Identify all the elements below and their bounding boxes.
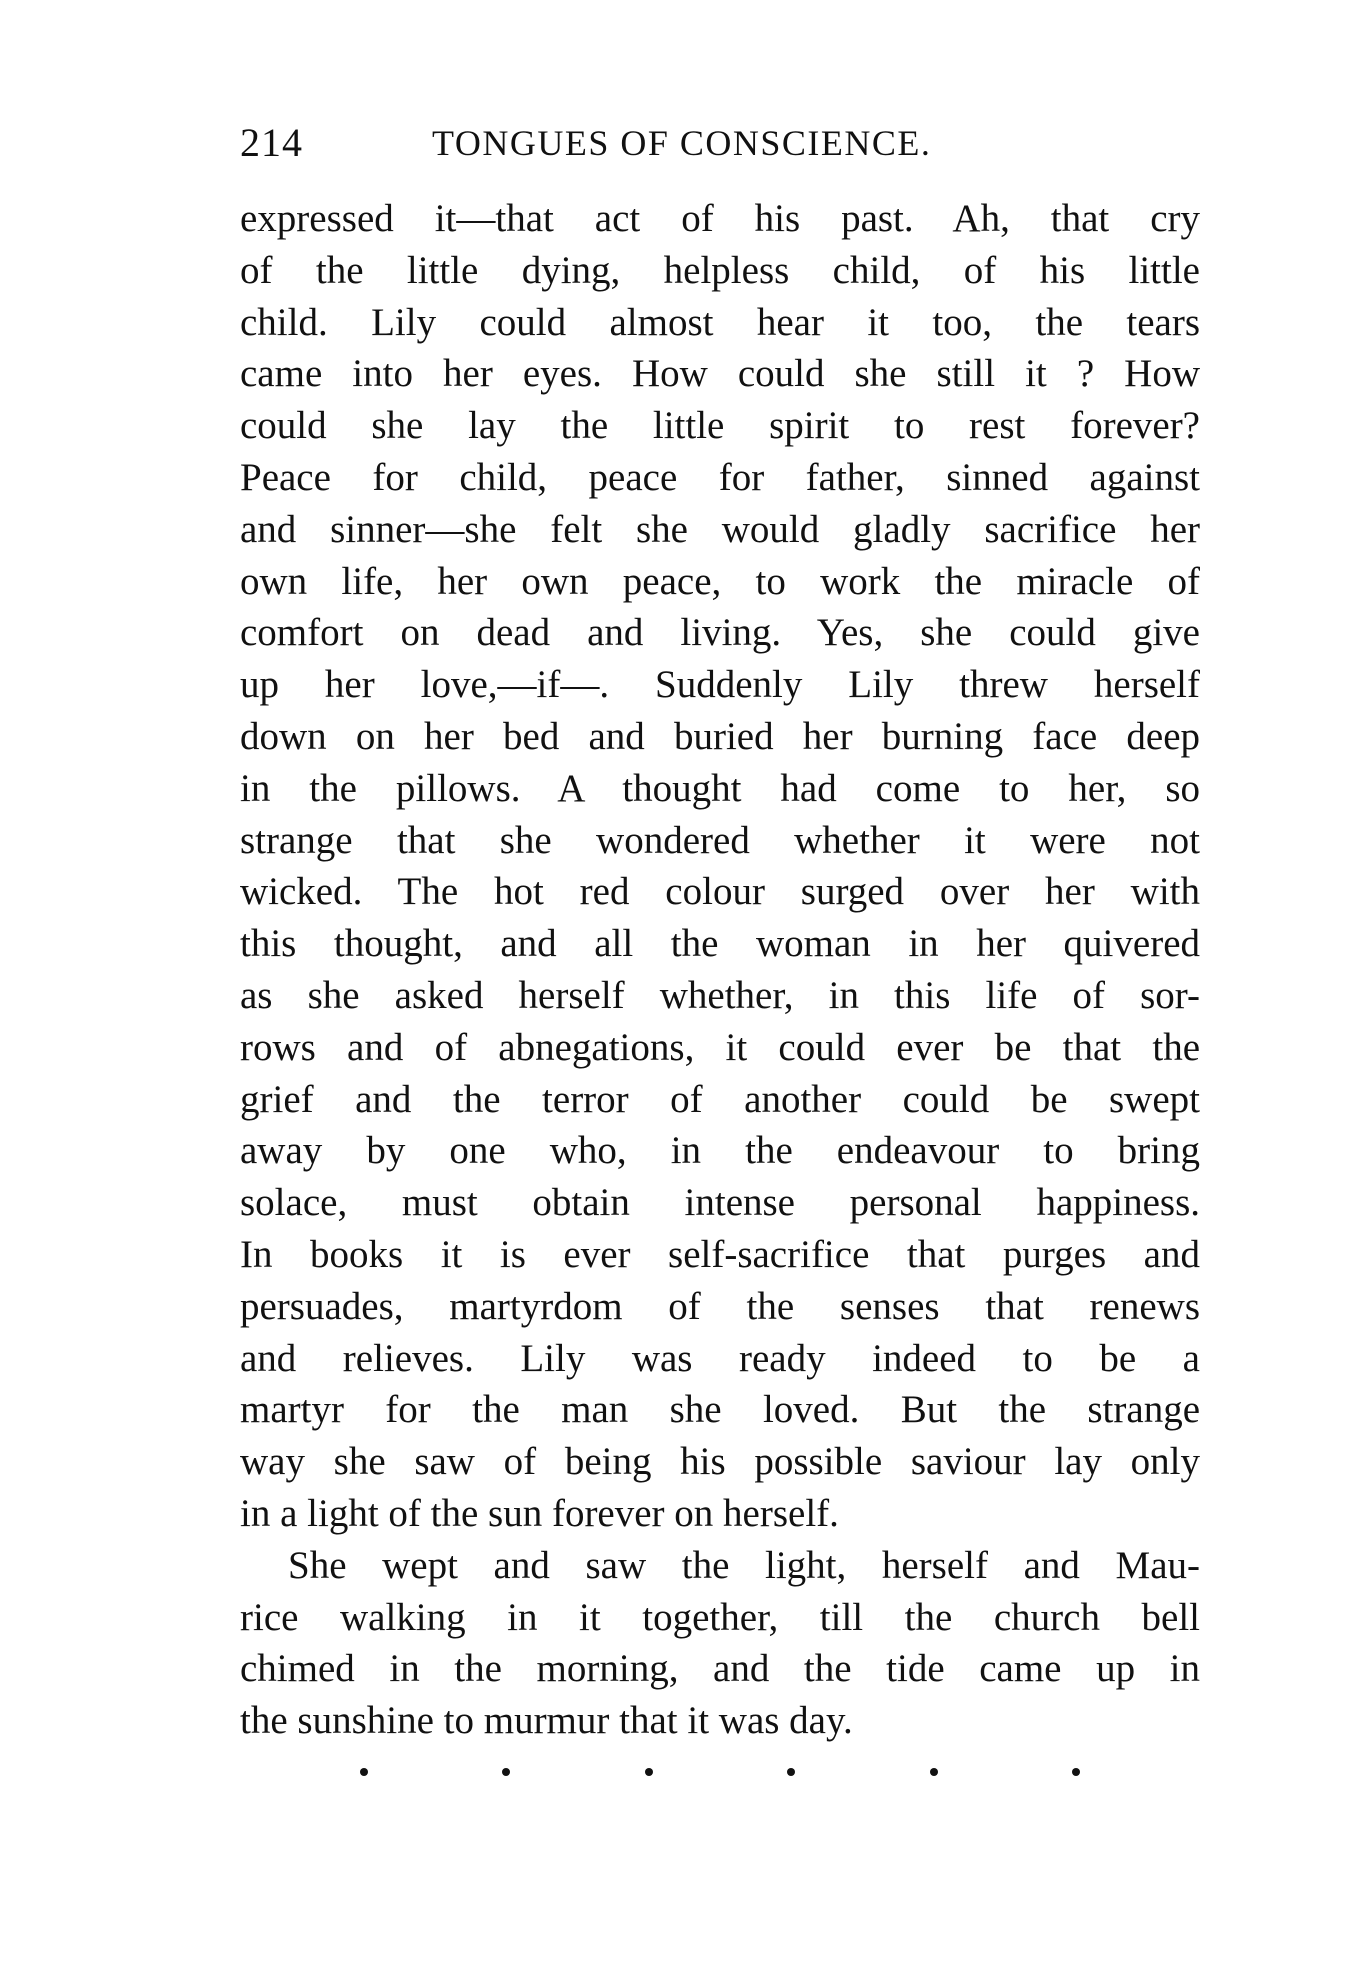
- text-line: in the pillows. A thought had come to her, so: [240, 766, 1200, 810]
- text-line: rows and of abnegations, it could ever be that the: [240, 1025, 1200, 1069]
- text-line: the sunshine to murmur that it was day.: [240, 1699, 853, 1743]
- paragraph-1: [240, 193, 1200, 1540]
- text-line: in a light of the sun forever on herself.: [240, 1491, 839, 1535]
- text-line: chimed in the morning, and the tide came up in: [240, 1647, 1200, 1691]
- text-line: wicked. The hot red colour surged over her with: [240, 870, 1200, 914]
- text-line: and sinner—she felt she would gladly sacrifice her: [240, 507, 1200, 551]
- ornament-dot: [930, 1768, 938, 1776]
- text-line: away by one who, in the endeavour to bring: [240, 1129, 1200, 1173]
- text-line: comfort on dead and living. Yes, she could give: [240, 611, 1200, 655]
- body-text: [240, 193, 1200, 1747]
- text-line: In books it is ever self-sacrifice that purges and: [240, 1232, 1200, 1276]
- text-line: persuades, martyrdom of the senses that renews: [240, 1284, 1200, 1328]
- paragraph-2: [240, 1540, 1200, 1747]
- text-line: Peace for child, peace for father, sinned against: [240, 455, 1200, 499]
- text-line: grief and the terror of another could be swept: [240, 1077, 1200, 1121]
- text-line: expressed it—that act of his past. Ah, that cry: [240, 197, 1200, 240]
- running-title: TONGUES OF CONSCIENCE.: [432, 123, 932, 163]
- text-line: solace, must obtain intense personal happiness.: [240, 1181, 1200, 1225]
- text-line: and relieves. Lily was ready indeed to be a: [240, 1336, 1200, 1380]
- text-line: martyr for the man she loved. But the strange: [240, 1388, 1200, 1432]
- ornament-dot: [787, 1768, 795, 1776]
- section-break: [360, 1762, 1080, 1782]
- text-line: could she lay the little spirit to rest forever?: [240, 404, 1200, 448]
- text-line: She wept and saw the light, herself and Mau-: [288, 1543, 1200, 1587]
- text-line: rice walking in it together, till the church bell: [240, 1595, 1200, 1639]
- text-line: child. Lily could almost hear it too, the tears: [240, 300, 1200, 344]
- ornament-dot: [1072, 1768, 1080, 1776]
- running-head: [240, 118, 1200, 168]
- ornament-dot: [502, 1768, 510, 1776]
- text-line: way she saw of being his possible saviour lay only: [240, 1440, 1200, 1484]
- text-line: as she asked herself whether, in this life of sor-: [240, 973, 1200, 1017]
- text-line: of the little dying, helpless child, of his little: [240, 248, 1200, 292]
- ornament-dot: [645, 1768, 653, 1776]
- ornament-dot: [360, 1768, 368, 1776]
- page-number: 214: [240, 120, 303, 165]
- text-line: up her love,—if—. Suddenly Lily threw herself: [240, 663, 1200, 707]
- text-line: came into her eyes. How could she still it ? How: [240, 352, 1200, 396]
- text-line: this thought, and all the woman in her quivered: [240, 922, 1200, 966]
- text-line: own life, her own peace, to work the miracle of: [240, 559, 1200, 603]
- text-line: down on her bed and buried her burning face deep: [240, 714, 1200, 758]
- text-line: strange that she wondered whether it were not: [240, 818, 1200, 862]
